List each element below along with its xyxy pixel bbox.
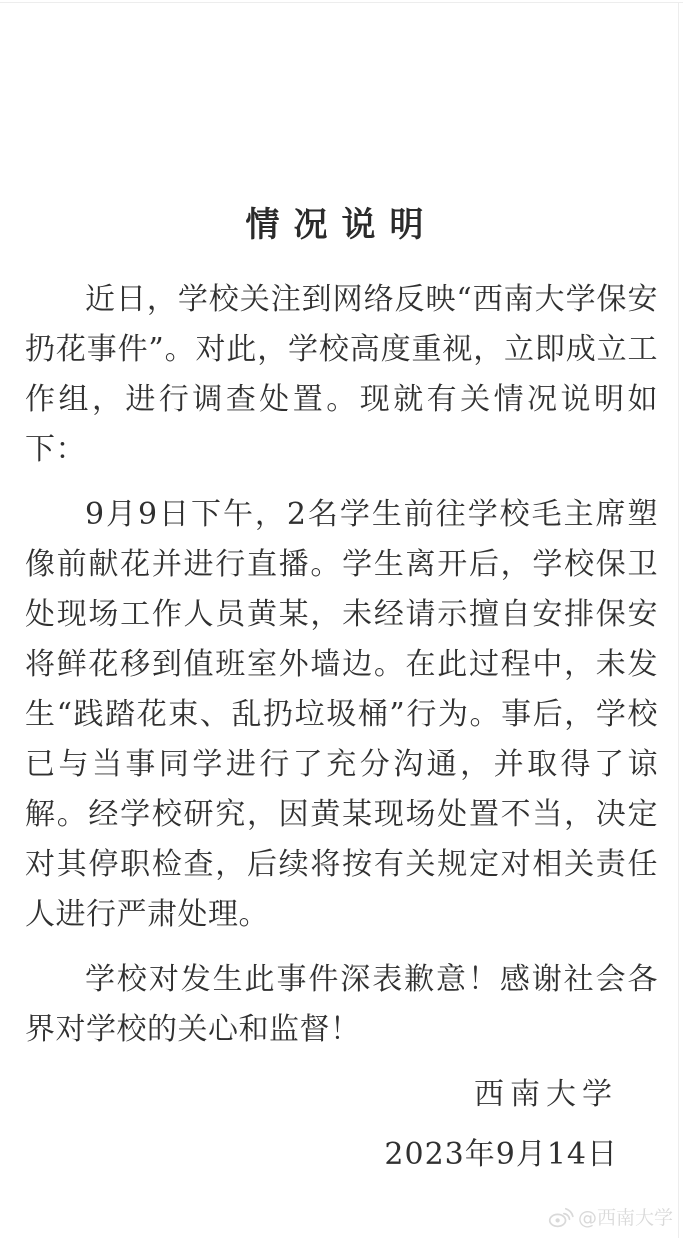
statement-paragraph-2: 9月9日下午，2名学生前往学校毛主席塑像前献花并进行直播。学生离开后，学校保卫处现场工作人员黄某，未经请示擅自安排保安将鲜花移到值班室外墙边。在此过程中，未发生“践踏花束、乱扔垃圾桶”行为。事后，学校已与当事同学进行了充分沟通，并取得了谅解。经学校研究，因黄某现场处置不当，决定对其停职检查，后续将按有关规定对相关责任人进行严肃处理。 [25,497,658,932]
statement-paragraph-1: 近日，学校关注到网络反映“西南大学保安扔花事件”。对此，学校高度重视，立即成立工作组，进行调查处置。现就有关情况说明如下： [25,282,658,467]
watermark-text: @西南大学 [577,1207,673,1229]
weibo-logo-icon [548,1206,574,1228]
page-top-edge-line [0,2,683,3]
statement-date: 2023年9月14日 [384,1137,618,1172]
statement-title: 情况说明 [245,205,438,245]
signature-org: 西南大学 [474,1077,618,1112]
statement-paragraph-3: 学校对发生此事件深表歉意！感谢社会各界对学校的关心和监督！ [25,962,658,1047]
weibo-watermark [548,1203,673,1230]
page-right-edge-line [678,2,679,1238]
signature-block [25,1070,658,1180]
